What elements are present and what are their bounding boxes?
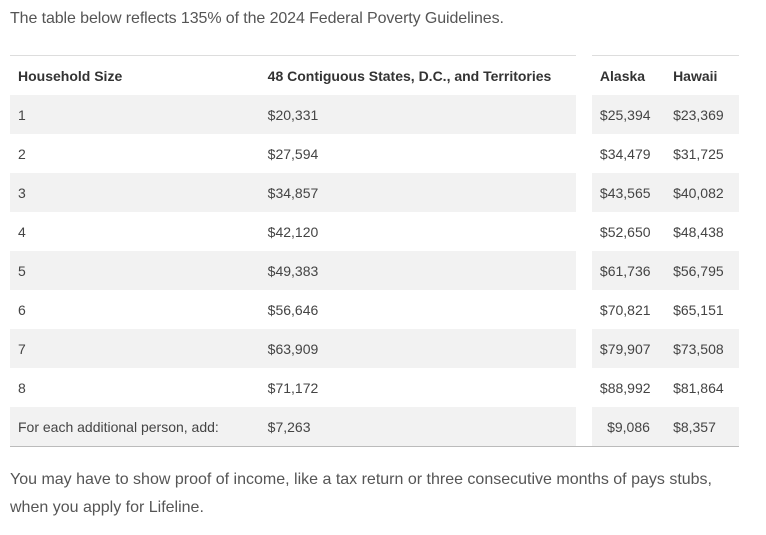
cell-contiguous: $56,646 — [267, 301, 319, 318]
column-gap — [576, 173, 592, 212]
intro-text: The table below reflects 135% of the 2024 Federal Poverty Guidelines. — [10, 10, 504, 27]
cell-hawaii: $8,357 — [665, 407, 739, 447]
cell-contiguous: $27,594 — [267, 145, 319, 162]
header-household-size: Household Size — [10, 55, 260, 95]
column-gap — [576, 95, 592, 134]
cell-contiguous: $7,263 — [260, 407, 576, 447]
cell-household-size: 2 — [18, 145, 26, 162]
table-row — [10, 134, 739, 173]
cell-household-size: 5 — [10, 251, 260, 290]
cell-hawaii: $73,508 — [665, 329, 739, 368]
cell-hawaii: $48,438 — [673, 223, 724, 240]
table-row — [10, 290, 739, 329]
column-gap — [576, 251, 592, 290]
header-hawaii: Hawaii — [665, 55, 739, 95]
header-row — [10, 55, 739, 95]
cell-hawaii: $40,082 — [665, 173, 739, 212]
cell-contiguous: $34,857 — [260, 173, 576, 212]
column-gap — [576, 329, 592, 368]
column-gap — [576, 407, 592, 447]
cell-alaska: $79,907 — [592, 329, 665, 368]
cell-household-size: For each additional person, add: — [10, 407, 260, 447]
cell-alaska: $9,086 — [592, 407, 665, 447]
cell-contiguous: $42,120 — [267, 223, 319, 240]
header-alaska: Alaska — [592, 55, 665, 95]
cell-hawaii: $81,864 — [673, 379, 724, 396]
table-header — [10, 55, 739, 95]
table-row-additional-person — [10, 407, 739, 447]
cell-household-size: 8 — [18, 379, 26, 396]
cell-alaska: $25,394 — [592, 95, 665, 134]
cell-contiguous: $20,331 — [260, 95, 576, 134]
cell-hawaii: $23,369 — [665, 95, 739, 134]
cell-contiguous: $49,383 — [260, 251, 576, 290]
column-gap — [576, 212, 592, 251]
table-row — [10, 368, 739, 407]
column-gap — [576, 134, 592, 173]
cell-household-size: 1 — [10, 95, 260, 134]
table-row — [10, 173, 739, 212]
cell-alaska: $34,479 — [599, 145, 651, 162]
cell-alaska: $88,992 — [599, 379, 651, 396]
cell-contiguous: $71,172 — [267, 379, 319, 396]
cell-alaska: $43,565 — [592, 173, 665, 212]
column-gap — [576, 55, 592, 95]
table-row — [10, 95, 739, 134]
cell-alaska: $70,821 — [599, 301, 651, 318]
table-row — [10, 251, 739, 290]
table-row — [10, 212, 739, 251]
cell-alaska: $61,736 — [592, 251, 665, 290]
cell-contiguous: $63,909 — [260, 329, 576, 368]
cell-hawaii: $56,795 — [665, 251, 739, 290]
cell-household-size: 4 — [18, 223, 26, 240]
table-body — [10, 95, 739, 447]
cell-alaska: $52,650 — [599, 223, 651, 240]
column-gap — [576, 368, 592, 407]
outro-text: You may have to show proof of income, like a tax return or three consecutive months of pays stubs, when you apply for Lifeline. — [10, 471, 712, 516]
cell-hawaii: $65,151 — [673, 301, 724, 318]
cell-household-size: 7 — [10, 329, 260, 368]
cell-hawaii: $31,725 — [673, 145, 724, 162]
header-contiguous-states: 48 Contiguous States, D.C., and Territories — [260, 55, 576, 95]
poverty-guidelines-table — [10, 55, 739, 447]
cell-household-size: 6 — [18, 301, 26, 318]
table-row — [10, 329, 739, 368]
column-gap — [576, 290, 592, 329]
cell-household-size: 3 — [10, 173, 260, 212]
